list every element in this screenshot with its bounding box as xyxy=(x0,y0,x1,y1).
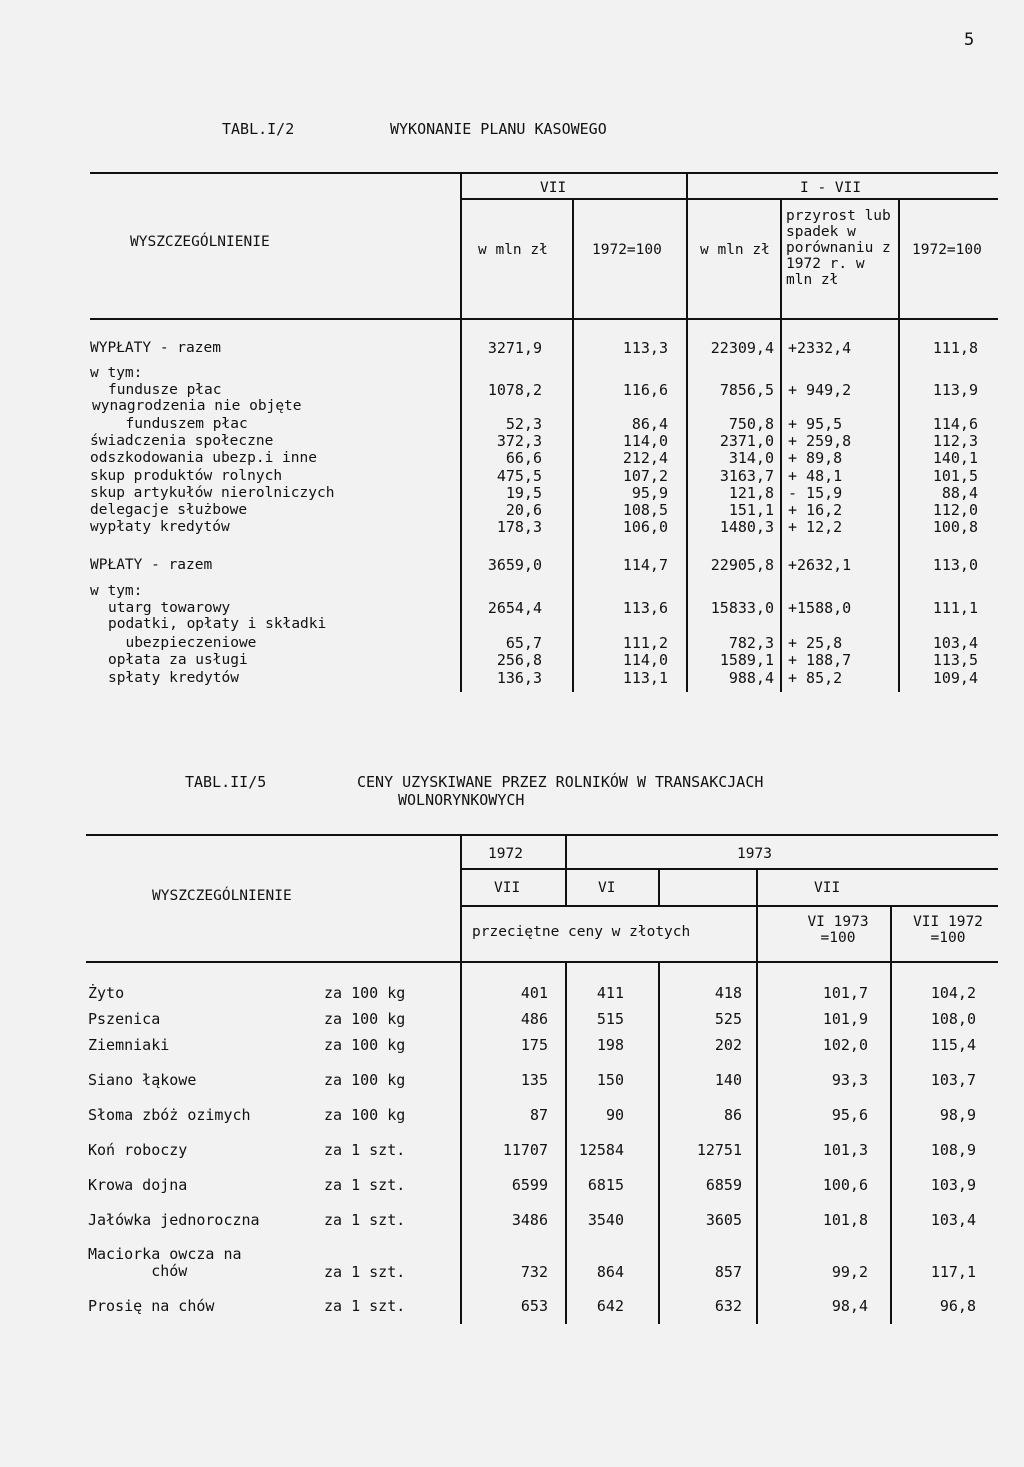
table1-cell: 114,0 xyxy=(622,651,668,669)
table1-cell: 3163,7 xyxy=(719,467,774,485)
table2-cell: 140 xyxy=(714,1071,742,1089)
table1-row-label: ubezpieczeniowe xyxy=(108,635,257,651)
table1-cell: 782,3 xyxy=(728,634,774,652)
table2-row-label: Maciorka owcza na chów xyxy=(88,1245,242,1280)
table1-col-change: przyrost lub spadek w porównaniu z 1972 r. w mln zł xyxy=(786,208,891,288)
table2-top-rule xyxy=(86,834,998,836)
table1-header-label: WYSZCZEGÓLNIENIE xyxy=(130,234,270,250)
table1-cell: 19,5 xyxy=(505,484,542,502)
table1-cell: 113,1 xyxy=(622,669,668,687)
table2-cell: 401 xyxy=(520,984,548,1002)
table2-cell: 108,9 xyxy=(930,1141,976,1159)
table1-row-label: skup produktów rolnych xyxy=(90,468,283,484)
table2-cell: 103,7 xyxy=(930,1071,976,1089)
table2-idx2: VII 1972 =100 xyxy=(913,914,983,946)
table1-cell: 112,3 xyxy=(932,432,978,450)
table2-cell: 515 xyxy=(596,1010,624,1028)
table1-vline xyxy=(780,198,782,692)
table1-col-index: 1972=100 xyxy=(592,242,662,258)
table2-header-label: WYSZCZEGÓLNIENIE xyxy=(152,888,292,904)
table2-cell: 642 xyxy=(596,1297,624,1315)
table1-cell: 178,3 xyxy=(496,518,542,536)
table2-year-rule xyxy=(460,868,998,870)
table1-row-label: podatki, opłaty i składki xyxy=(108,616,327,632)
table1-cell: 111,8 xyxy=(932,339,978,357)
table2-cell: 135 xyxy=(520,1071,548,1089)
table2-row-unit: za 1 szt. xyxy=(324,1141,406,1159)
table1-row-label: spłaty kredytów xyxy=(108,670,239,686)
table1-cell: 113,9 xyxy=(932,381,978,399)
table1-cell: + 25,8 xyxy=(788,634,843,652)
table1-cell: 107,2 xyxy=(622,467,668,485)
table1-cell: 113,6 xyxy=(622,599,668,617)
table2-row-unit: za 100 kg xyxy=(324,1071,406,1089)
table2-row-unit: za 1 szt. xyxy=(324,1297,406,1315)
table1-col-mln2: w mln zł xyxy=(700,242,770,258)
table1-cell: 22905,8 xyxy=(710,556,774,574)
table1-group-vii: VII xyxy=(540,180,567,196)
table2-cell: 101,3 xyxy=(822,1141,868,1159)
table1-cell: 3659,0 xyxy=(487,556,542,574)
table1-cell: 111,1 xyxy=(932,599,978,617)
table2-cell: 87 xyxy=(529,1106,548,1124)
table2-cell: 101,8 xyxy=(822,1211,868,1229)
table1-cell: 20,6 xyxy=(505,501,542,519)
table2-cell: 202 xyxy=(714,1036,742,1054)
table2-title-line1: CENY UZYSKIWANE PRZEZ ROLNIKÓW W TRANSAKCJACH xyxy=(357,773,764,791)
table1-cell: + 95,5 xyxy=(788,415,843,433)
table1-cell: + 259,8 xyxy=(788,432,852,450)
table2-row-label: Koń roboczy xyxy=(88,1141,188,1159)
table2-year2: 1973 xyxy=(737,846,772,862)
table2-row-label: Jałówka jednoroczna xyxy=(88,1211,260,1229)
table1-cell: 95,9 xyxy=(631,484,668,502)
table2-cell: 102,0 xyxy=(822,1036,868,1054)
table2-cell: 12751 xyxy=(696,1141,742,1159)
table2-cell: 108,0 xyxy=(930,1010,976,1028)
table2-month1: VII xyxy=(494,880,521,896)
table2-cell: 150 xyxy=(596,1071,624,1089)
table2-cell: 6599 xyxy=(511,1176,548,1194)
table1-cell: + 949,2 xyxy=(788,381,852,399)
table2-row-label: Pszenica xyxy=(88,1010,161,1028)
table1-cell: 114,7 xyxy=(622,556,668,574)
table1-cell: 108,5 xyxy=(622,501,668,519)
table1-cell: + 89,8 xyxy=(788,449,843,467)
table2-row-unit: za 100 kg xyxy=(324,1036,406,1054)
table2-cell: 117,1 xyxy=(930,1263,976,1281)
table2-cell: 3540 xyxy=(587,1211,624,1229)
table1-cell: 1078,2 xyxy=(487,381,542,399)
table1-cell: 22309,4 xyxy=(710,339,774,357)
table2-row-label: Prosię na chów xyxy=(88,1297,215,1315)
table2-cell: 95,6 xyxy=(831,1106,868,1124)
table2-cell: 11707 xyxy=(502,1141,548,1159)
table2-row-unit: za 100 kg xyxy=(324,1010,406,1028)
table1-cell: 750,8 xyxy=(728,415,774,433)
table1-cell: 88,4 xyxy=(941,484,978,502)
table2-row-unit: za 1 szt. xyxy=(324,1211,406,1229)
table1-row-label: WPŁATY - razem xyxy=(90,557,213,573)
table2-idx1: VI 1973 =100 xyxy=(807,914,869,946)
table1-cell: 15833,0 xyxy=(710,599,774,617)
table1-cell: 988,4 xyxy=(728,669,774,687)
table1-cell: 114,6 xyxy=(932,415,978,433)
table1-cell: 2654,4 xyxy=(487,599,542,617)
table2-cell: 98,9 xyxy=(939,1106,976,1124)
table1-row-label: WYPŁATY - razem xyxy=(90,340,221,356)
table1-row-label: świadczenia społeczne xyxy=(90,433,274,449)
table2-cell: 93,3 xyxy=(831,1071,868,1089)
table2-header-rule xyxy=(86,961,998,963)
table1-cell: 1589,1 xyxy=(719,651,774,669)
table2-month3: VII xyxy=(814,880,841,896)
table1-cell: - 15,9 xyxy=(788,484,843,502)
table1-cell: 101,5 xyxy=(932,467,978,485)
table2-cell: 3605 xyxy=(705,1211,742,1229)
table1-cell: 66,6 xyxy=(505,449,542,467)
table1-cell: 52,3 xyxy=(505,415,542,433)
table2-row-label: Słoma zbóż ozimych xyxy=(88,1106,251,1124)
table1-cell: 151,1 xyxy=(728,501,774,519)
table1-cell: 121,8 xyxy=(728,484,774,502)
table2-cell: 99,2 xyxy=(831,1263,868,1281)
table1-group-rule xyxy=(460,198,998,200)
table2-cell: 101,7 xyxy=(822,984,868,1002)
table1-cell: 103,4 xyxy=(932,634,978,652)
table2-cell: 653 xyxy=(520,1297,548,1315)
table1-row-label: opłata za usługi xyxy=(108,652,248,668)
table1-cell: 116,6 xyxy=(622,381,668,399)
table2-cell: 175 xyxy=(520,1036,548,1054)
table2-cell: 632 xyxy=(714,1297,742,1315)
table1-cell: 475,5 xyxy=(496,467,542,485)
table2-cell: 3486 xyxy=(511,1211,548,1229)
table1-cell: 113,5 xyxy=(932,651,978,669)
table1-cell: + 12,2 xyxy=(788,518,843,536)
table1-cell: 1480,3 xyxy=(719,518,774,536)
table2-cell: 98,4 xyxy=(831,1297,868,1315)
table2-row-unit: za 100 kg xyxy=(324,984,406,1002)
table1-row-label: wynagrodzenia nie objęte xyxy=(92,398,302,414)
table2-cell: 100,6 xyxy=(822,1176,868,1194)
table2-cell: 486 xyxy=(520,1010,548,1028)
table2-cell: 6859 xyxy=(705,1176,742,1194)
table2-cell: 418 xyxy=(714,984,742,1002)
table2-row-unit: za 1 szt. xyxy=(324,1263,406,1281)
table2-row-label: Siano łąkowe xyxy=(88,1071,197,1089)
table1-cell: 113,0 xyxy=(932,556,978,574)
table1-cell: 112,0 xyxy=(932,501,978,519)
table2-cell: 198 xyxy=(596,1036,624,1054)
table1-col-index2: 1972=100 xyxy=(912,242,982,258)
table1-cell: 140,1 xyxy=(932,449,978,467)
table1-row-label: fundusze płac xyxy=(108,382,222,398)
table2-cell: 732 xyxy=(520,1263,548,1281)
table1-cell: 106,0 xyxy=(622,518,668,536)
table2-year1: 1972 xyxy=(488,846,523,862)
table2-cell: 103,4 xyxy=(930,1211,976,1229)
table1-cell: + 85,2 xyxy=(788,669,843,687)
table1-cell: +2632,1 xyxy=(788,556,852,574)
table2-cell: 115,4 xyxy=(930,1036,976,1054)
table2-cell: 864 xyxy=(596,1263,624,1281)
table1-cell: +1588,0 xyxy=(788,599,852,617)
table1-header-rule xyxy=(90,318,998,320)
table2-vline xyxy=(565,834,567,906)
table2-row-label: Ziemniaki xyxy=(88,1036,170,1054)
table2-cell: 411 xyxy=(596,984,624,1002)
table1-cell: +2332,4 xyxy=(788,339,852,357)
table2-vline xyxy=(658,868,660,906)
table2-vline xyxy=(756,868,758,1324)
table1-row-label: odszkodowania ubezp.i inne xyxy=(90,450,317,466)
table1-id: TABL.I/2 xyxy=(222,120,295,138)
table1-col-mln: w mln zł xyxy=(478,242,548,258)
table1-top-rule xyxy=(90,172,998,174)
table1-cell: 114,0 xyxy=(622,432,668,450)
table2-title-line2: WOLNORYNKOWYCH xyxy=(398,791,525,809)
table2-cell: 857 xyxy=(714,1263,742,1281)
table1-row-label: w tym: xyxy=(90,365,143,381)
table1-cell: 136,3 xyxy=(496,669,542,687)
table2-cell: 86 xyxy=(723,1106,742,1124)
table1-row-label: skup artykułów nierolniczych xyxy=(90,485,335,501)
table1-cell: 113,3 xyxy=(622,339,668,357)
table1-cell: 372,3 xyxy=(496,432,542,450)
table1-row-label: funduszem płac xyxy=(108,416,248,432)
table1-cell: 100,8 xyxy=(932,518,978,536)
table2-row-label: Żyto xyxy=(88,984,125,1002)
table1-row-label: w tym: xyxy=(90,583,143,599)
table1-cell: + 48,1 xyxy=(788,467,843,485)
table2-cell: 6815 xyxy=(587,1176,624,1194)
table2-cell: 12584 xyxy=(578,1141,624,1159)
table1-row-label: utarg towarowy xyxy=(108,600,231,616)
table1-cell: 7856,5 xyxy=(719,381,774,399)
table1-cell: 314,0 xyxy=(728,449,774,467)
table1-cell: + 16,2 xyxy=(788,501,843,519)
table2-cell: 103,9 xyxy=(930,1176,976,1194)
table2-cell: 525 xyxy=(714,1010,742,1028)
page-number: 5 xyxy=(964,30,975,50)
table2-cell: 96,8 xyxy=(939,1297,976,1315)
table1-cell: 65,7 xyxy=(505,634,542,652)
table1-row-label: wypłaty kredytów xyxy=(90,519,230,535)
table2-cell: 101,9 xyxy=(822,1010,868,1028)
table1-group-i-vii: I - VII xyxy=(800,180,862,196)
table1-cell: 109,4 xyxy=(932,669,978,687)
table1-cell: 86,4 xyxy=(631,415,668,433)
table2-row-label: Krowa dojna xyxy=(88,1176,188,1194)
table2-row-unit: za 1 szt. xyxy=(324,1176,406,1194)
table2-id: TABL.II/5 xyxy=(185,773,267,791)
table1-cell: 2371,0 xyxy=(719,432,774,450)
table1-cell: 212,4 xyxy=(622,449,668,467)
table2-month2: VI xyxy=(598,880,616,896)
table1-cell: 256,8 xyxy=(496,651,542,669)
table1-cell: + 188,7 xyxy=(788,651,852,669)
table1-row-label: delegacje służbowe xyxy=(90,502,248,518)
table1-title: WYKONANIE PLANU KASOWEGO xyxy=(390,120,607,138)
table1-cell: 111,2 xyxy=(622,634,668,652)
table2-cell: 90 xyxy=(605,1106,624,1124)
table2-cell: 104,2 xyxy=(930,984,976,1002)
table2-row-unit: za 100 kg xyxy=(324,1106,406,1124)
table2-avg-prices: przeciętne ceny w złotych xyxy=(472,924,691,940)
table1-cell: 3271,9 xyxy=(487,339,542,357)
table2-month-rule xyxy=(460,905,998,907)
